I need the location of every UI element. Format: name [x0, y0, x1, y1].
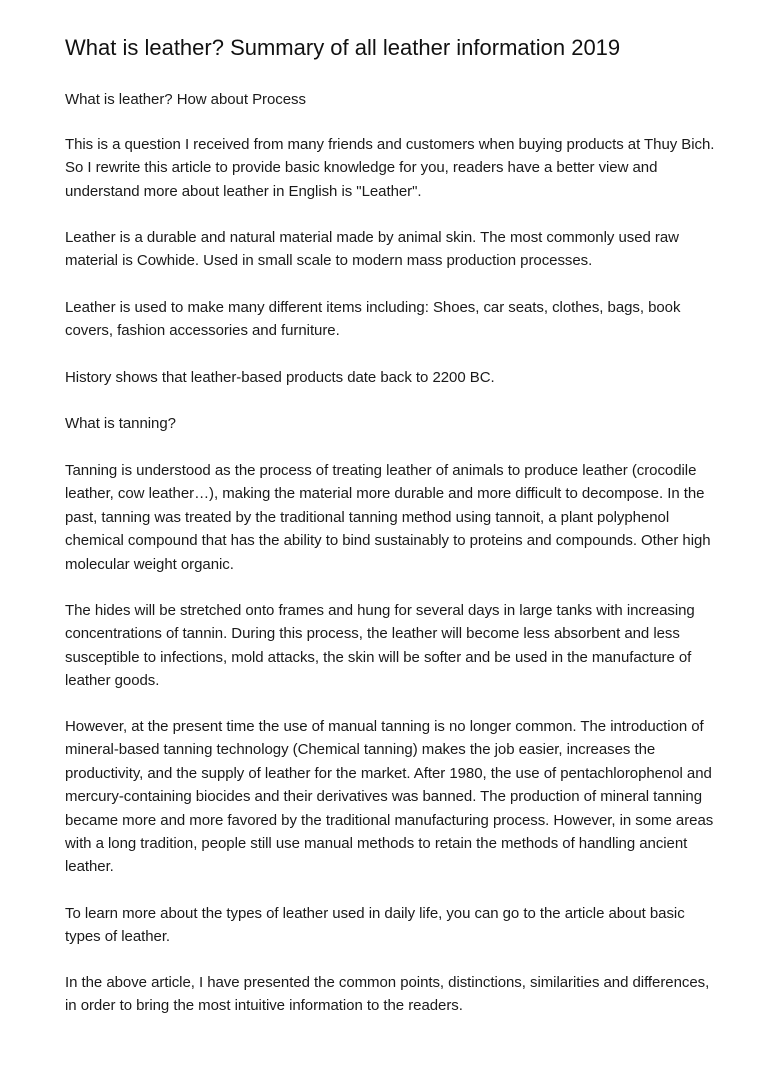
- definition-paragraph: Leather is a durable and natural material made by animal skin. The most commonly used raw material is Cowhide. Used in small scale to modern mass production processes.: [65, 229, 679, 270]
- subtitle-paragraph: What is leather? How about Process: [65, 91, 306, 108]
- summary-paragraph: In the above article, I have presented the common points, distinctions, similarities and differences, in order to bring the most intuitive information to the readers.: [65, 974, 710, 1015]
- history-paragraph: History shows that leather-based products date back to 2200 BC.: [65, 369, 495, 386]
- types-of-leather-paragraph: To learn more about the types of leather used in daily life, you can go to the article about basic types of leather.: [65, 905, 685, 946]
- hides-paragraph: The hides will be stretched onto frames and hung for several days in large tanks with increasing concentrations of tannin. During this process, the leather will become less absorbent and less susceptible to infections, mold attacks, the skin will be softer and be used in the manufacture of leather goods.: [65, 602, 695, 690]
- modern-tanning-paragraph: However, at the present time the use of manual tanning is no longer common. The introduction of mineral-based tanning technology (Chemical tanning) makes the job easier, increases the productivity, and the supply of leather for the market. After 1980, the use of pentachlorophenol and mercury-containing biocides and their derivatives was banned. The production of mineral tanning became more and more favored by the traditional manufacturing process. However, in some areas with a long tradition, people still use manual methods to retain the methods of handling ancient leather.: [65, 718, 714, 876]
- uses-paragraph: Leather is used to make many different items including: Shoes, car seats, clothes, bags, book covers, fashion accessories and furniture.: [65, 299, 681, 340]
- tanning-definition-paragraph: Tanning is understood as the process of treating leather of animals to produce leather (crocodile leather, cow leather…), making the material more durable and more difficult to decompose. In the past, tanning was treated by the traditional tanning method using tannoit, a plant polyphenol chemical compound that has the ability to bind sustainably to proteins and compounds. Other high molecular weight organic.: [65, 462, 711, 573]
- page-title: What is leather? Summary of all leather information 2019: [65, 35, 621, 60]
- intro-paragraph: This is a question I received from many friends and customers when buying products at Thuy Bich. So I rewrite this article to provide basic knowledge for you, readers have a better view and understand more about leather in English is "Leather".: [65, 136, 715, 200]
- tanning-heading-paragraph: What is tanning?: [65, 415, 176, 432]
